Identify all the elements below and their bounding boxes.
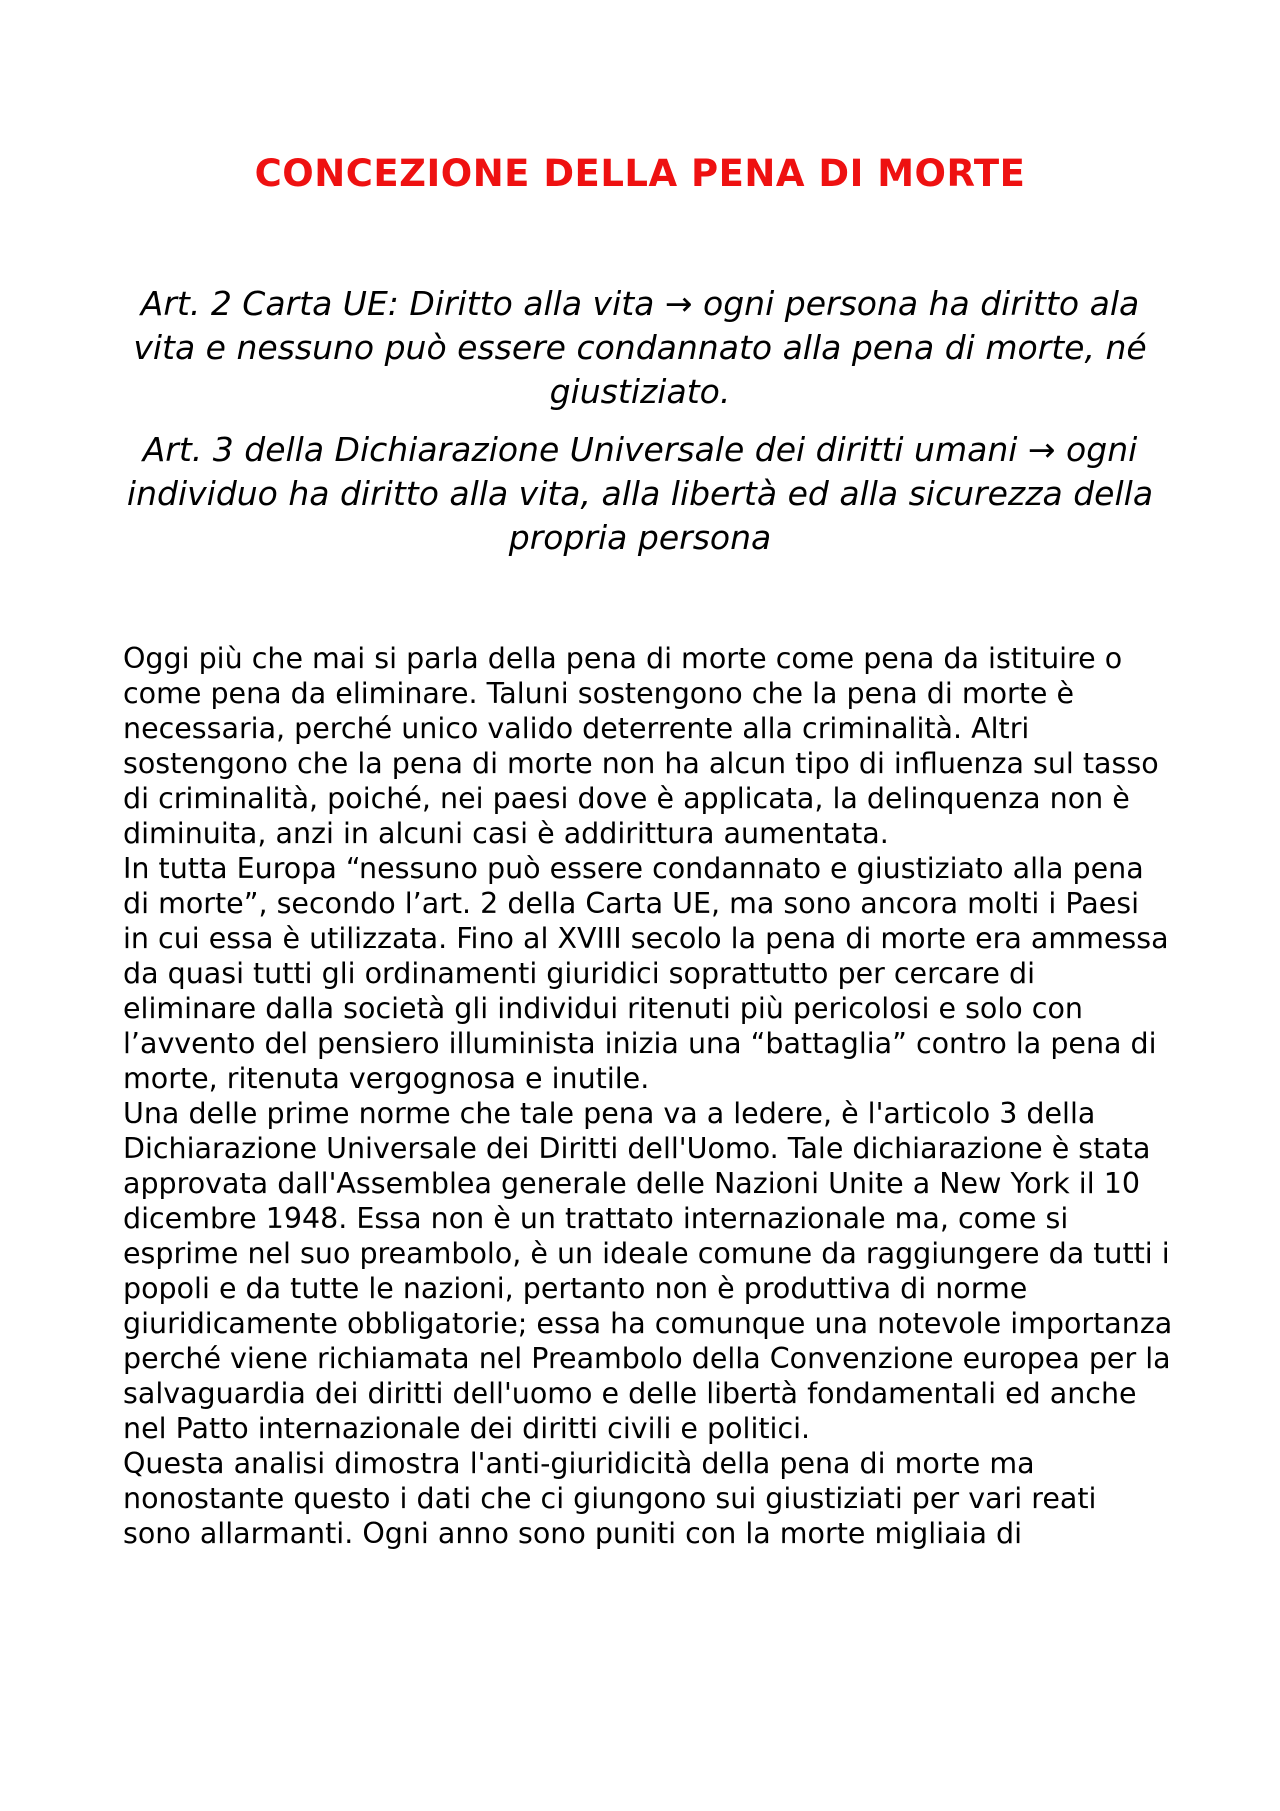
paragraph: Una delle prime norme che tale pena va a ledere, è l'articolo 3 della Dichiarazione Universale dei Diritti dell'Uomo. Tale dichiarazione è stata approvata dall'Assemblea generale delle Nazioni Unite a New York il 10 dicembre 1948. Essa non è un trattato internazionale ma, come si esprime nel suo preambolo, è un ideale comune da raggiungere da tutti i popoli e da tutte le nazioni, pertanto non è produttiva di norme giuridicamente obbligatorie; essa ha comunque una notevole importanza perché viene richiamata nel Preambolo della Convenzione europea per la salvaguardia dei diritti dell'uomo e delle libertà fondamentali ed anche nel Patto internazionale dei diritti civili e politici. bbox=[123, 1097, 1173, 1445]
quote-article-3: Art. 3 della Dichiarazione Universale dei diritti umani → ogni individuo ha diritto alla vita, alla libertà ed alla sicurezza della propria persona bbox=[126, 430, 1154, 557]
paragraph: In tutta Europa “nessuno può essere condannato e giustiziato alla pena di morte”, secondo l’art. 2 della Carta UE, ma sono ancora molti i Paesi in cui essa è utilizzata. Fino al XVIII secolo la pena di morte era ammessa da quasi tutti gli ordinamenti giuridici soprattutto per cercare di eliminare dalla società gli individui ritenuti più pericolosi e solo con l’avvento del pensiero illuminista inizia una “battaglia” contro la pena di morte, ritenuta vergognosa e inutile. bbox=[123, 852, 1169, 1095]
quoted-articles bbox=[120, 282, 1160, 574]
paragraph: Questa analisi dimostra l'anti-giuridicità della pena di morte ma nonostante questo i dati che ci giungono sui giustiziati per vari reati sono allarmanti. Ogni anno sono puniti con la morte migliaia di bbox=[123, 1447, 1097, 1550]
body-text bbox=[123, 641, 1173, 1551]
page-title: CONCEZIONE DELLA PENA DI MORTE bbox=[254, 152, 1026, 195]
quote-article-2: Art. 2 Carta UE: Diritto alla vita → ogni persona ha diritto ala vita e nessuno può essere condannato alla pena di morte, né giustiziato. bbox=[133, 284, 1147, 411]
paragraph: Oggi più che mai si parla della pena di morte come pena da istituire o come pena da eliminare. Taluni sostengono che la pena di morte è necessaria, perché unico valido deterrente alla criminalità. Altri sostengono che la pena di morte non ha alcun tipo di influenza sul tasso di criminalità, poiché, nei paesi dove è applicata, la delinquenza non è diminuita, anzi in alcuni casi è addirittura aumentata. bbox=[123, 642, 1159, 850]
